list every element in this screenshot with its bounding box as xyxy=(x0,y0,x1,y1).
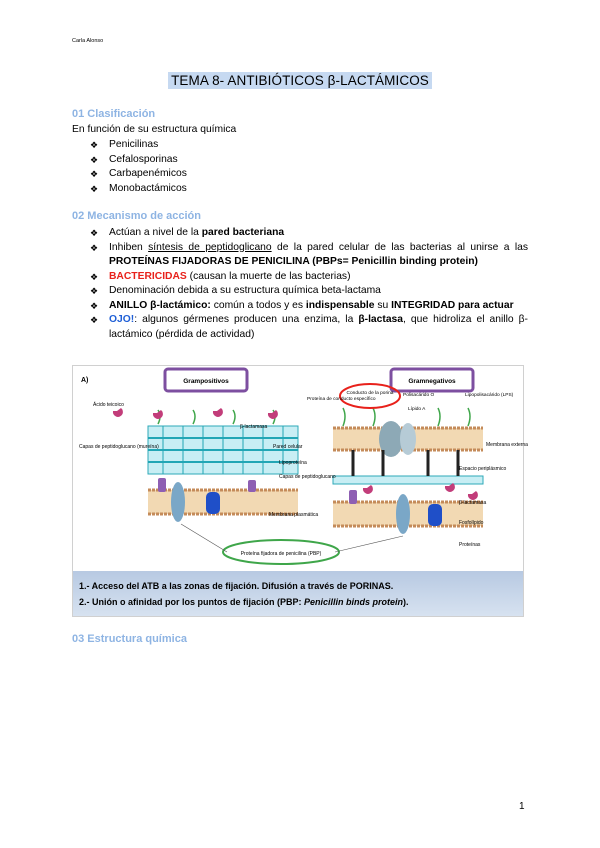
label-proteina-conducto: Proteína de conducto específico xyxy=(307,397,376,402)
section-heading-mecanismo: 02 Mecanismo de acción xyxy=(72,210,201,222)
beta-lactamase-pacman-icons-right xyxy=(363,483,478,500)
classification-list xyxy=(90,138,528,196)
label-conducto-porina: Conducto de la porina xyxy=(346,391,394,396)
label-capas-mid: Capas de peptidoglucano xyxy=(279,474,336,480)
list-item: ❖ Monobactámicos xyxy=(90,182,528,197)
label-lps: Lipopolisacárido (LPS) xyxy=(465,393,514,398)
author-name: Carla Alonso xyxy=(72,38,104,44)
diamond-bullet-icon: ❖ xyxy=(90,183,99,194)
figure-caption-2: 2.- Unión o afinidad por los puntos de fijación (PBP: Penicillin binds protein). xyxy=(79,597,409,607)
diamond-bullet-icon: ❖ xyxy=(90,315,99,325)
page-number: 1 xyxy=(519,801,525,812)
label-polisacarido: Polisacárido O xyxy=(403,393,435,398)
list-item: ❖ ANILLO β-lactámico: común a todos y es indispensable su INTEGRIDAD para actuar xyxy=(90,299,528,314)
label-lipido-a: Lípido A xyxy=(408,407,426,412)
cell-wall-diagram xyxy=(73,366,528,571)
figure-caption-box xyxy=(73,571,523,616)
label-membrana-externa: Membrana externa xyxy=(486,442,528,448)
label-acido-teicoico: Ácido teicoico xyxy=(93,402,124,408)
classification-intro: En función de su estructura química xyxy=(72,124,237,135)
gram-negative-label: Gramnegativos xyxy=(408,378,456,385)
list-item: ❖ Actúan a nivel de la pared bacteriana xyxy=(90,226,528,241)
figure-caption-1: 1.- Acceso del ATB a las zonas de fijación. Difusión a través de PORINAS. xyxy=(79,581,394,591)
label-proteinas: Proteínas xyxy=(459,542,481,548)
panel-label: A) xyxy=(81,377,89,384)
plasma-membrane-right xyxy=(333,490,483,534)
label-beta-lactamasa-left: β-lactamasa xyxy=(240,424,268,430)
diamond-bullet-icon: ❖ xyxy=(90,242,99,253)
diamond-bullet-icon: ❖ xyxy=(90,140,99,150)
label-pbp: Proteína fijadora de penicilina (PBP) xyxy=(240,551,322,557)
label-pared-celular: Pared celular xyxy=(273,444,303,450)
label-membrana-plasmatica: Membrana plasmática xyxy=(269,512,319,518)
label-capas-left: Capas de peptidoglucano (mureína) xyxy=(79,444,159,450)
document-title: TEMA 8- ANTIBIÓTICOS β-LACTÁMICOS xyxy=(168,72,432,89)
diamond-bullet-icon: ❖ xyxy=(90,154,99,165)
diamond-bullet-icon: ❖ xyxy=(90,271,99,282)
list-item: ❖ Cefalosporinas xyxy=(90,153,528,168)
diamond-bullet-icon: ❖ xyxy=(90,228,99,238)
diamond-bullet-icon: ❖ xyxy=(90,300,99,311)
label-beta-lactamasa-right: β-lactamasa xyxy=(459,500,487,506)
section-heading-clasificacion: 01 Clasificación xyxy=(72,108,156,120)
gram-positive-label: Grampositivos xyxy=(183,378,229,385)
label-lipoproteina: Lipoproteína xyxy=(279,460,307,466)
diamond-bullet-icon: ❖ xyxy=(90,286,99,296)
list-item: ❖ Inhiben síntesis de peptidoglicano de la pared celular de las bacterias al unirse a las PROTEÍNAS FIJADORAS DE PENICILINA (PBPs= Penicillin binding protein) xyxy=(90,241,528,267)
list-item: ❖ BACTERICIDAS (causan la muerte de las bacterias) xyxy=(90,270,528,285)
cell-wall-figure xyxy=(72,365,528,617)
mechanism-list xyxy=(90,226,528,342)
section-heading-estructura: 03 Estructura química xyxy=(72,633,187,645)
list-item: ❖ Denominación debida a su estructura química beta-lactama xyxy=(90,284,528,299)
diamond-bullet-icon: ❖ xyxy=(90,169,99,179)
outer-membrane-right xyxy=(333,408,483,457)
porin-highlight-circle xyxy=(340,384,400,408)
label-espacio: Espacio periplásmico xyxy=(459,466,507,472)
list-item: ❖ OJO!: algunos gérmenes producen una enzima, la β-lactasa, que hidroliza el anillo β-lactámico (pérdida de actividad) xyxy=(90,314,528,340)
list-item: ❖ Penicilinas xyxy=(90,138,528,153)
peptidoglycan-mesh-left xyxy=(148,410,298,474)
label-fosfolipido: Fosfolípido xyxy=(459,520,484,526)
list-item: ❖ Carbapenémicos xyxy=(90,167,528,182)
